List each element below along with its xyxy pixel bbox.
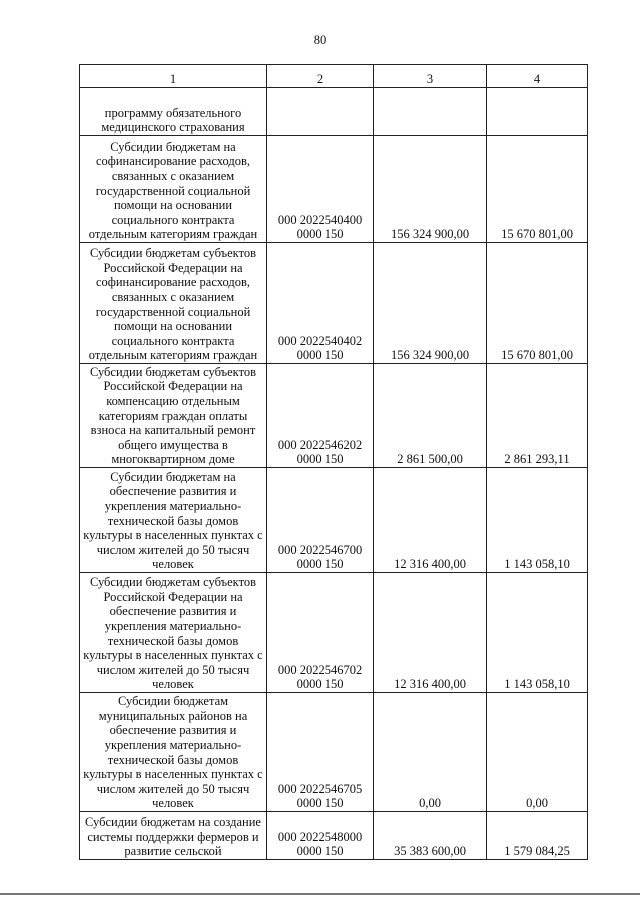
table-row (80, 573, 588, 693)
row-plan-cell: 156 324 900,00 (374, 136, 487, 243)
row-fact-cell: 1 579 084,25 (487, 812, 588, 860)
row-name-cell: Субсидии бюджетам на обеспечение развития и укрепления материально-технической базы домов культуры в населенных пунктах с числом жителей до 50 тысяч человек (80, 468, 267, 573)
table-row (80, 468, 588, 573)
row-plan-cell: 2 861 500,00 (374, 364, 487, 468)
row-plan-cell: 0,00 (374, 693, 487, 812)
scan-bottom-edge (0, 893, 640, 895)
table-row (80, 364, 588, 468)
row-fact-cell: 15 670 801,00 (487, 136, 588, 243)
table-row (80, 693, 588, 812)
row-code-cell (267, 88, 374, 136)
row-fact-cell: 15 670 801,00 (487, 243, 588, 364)
row-name-cell: Субсидии бюджетам субъектов Российской Федерации на компенсацию отдельным категориям граждан оплаты взноса на капитальный ремонт общего имущества в многоквартирном доме (80, 364, 267, 468)
row-code-cell: 000 2022540400 0000 150 (267, 136, 374, 243)
table-header-row (80, 65, 588, 88)
table-row (80, 812, 588, 860)
row-name-cell: программу обязательного медицинского страхования (80, 88, 267, 136)
row-name-cell: Субсидии бюджетам субъектов Российской Федерации на обеспечение развития и укрепления материально-технической базы домов культуры в населенных пунктах с числом жителей до 50 тысяч человек (80, 573, 267, 693)
row-plan-cell: 35 383 600,00 (374, 812, 487, 860)
column-header-2: 2 (267, 65, 374, 88)
row-name-cell: Субсидии бюджетам муниципальных районов на обеспечение развития и укрепления материально-технической базы домов культуры в населенных пунктах с числом жителей до 50 тысяч человек (80, 693, 267, 812)
table-row (80, 136, 588, 243)
column-header-4: 4 (487, 65, 588, 88)
column-header-3: 3 (374, 65, 487, 88)
row-code-cell: 000 2022546700 0000 150 (267, 468, 374, 573)
row-code-cell: 000 2022546705 0000 150 (267, 693, 374, 812)
row-fact-cell: 0,00 (487, 693, 588, 812)
page-number: 80 (313, 33, 327, 47)
row-fact-cell: 1 143 058,10 (487, 468, 588, 573)
table-row (80, 243, 588, 364)
table-row (80, 88, 588, 136)
row-plan-cell: 12 316 400,00 (374, 573, 487, 693)
row-fact-cell: 1 143 058,10 (487, 573, 588, 693)
row-fact-cell: 2 861 293,11 (487, 364, 588, 468)
row-plan-cell (374, 88, 487, 136)
row-plan-cell: 156 324 900,00 (374, 243, 487, 364)
column-header-1: 1 (80, 65, 267, 88)
row-name-cell: Субсидии бюджетам на софинансирование расходов, связанных с оказанием государственной социальной помощи на основании социального контракта отдельным категориям граждан (80, 136, 267, 243)
row-name-cell: Субсидии бюджетам на создание системы поддержки фермеров и развитие сельской (80, 812, 267, 860)
row-fact-cell (487, 88, 588, 136)
row-code-cell: 000 2022546702 0000 150 (267, 573, 374, 693)
budget-table (79, 64, 588, 860)
row-name-cell: Субсидии бюджетам субъектов Российской Федерации на софинансирование расходов, связанных с оказанием государственной социальной помощи на основании социального контракта отдельным категориям граждан (80, 243, 267, 364)
row-code-cell: 000 2022540402 0000 150 (267, 243, 374, 364)
row-code-cell: 000 2022548000 0000 150 (267, 812, 374, 860)
row-code-cell: 000 2022546202 0000 150 (267, 364, 374, 468)
row-plan-cell: 12 316 400,00 (374, 468, 487, 573)
